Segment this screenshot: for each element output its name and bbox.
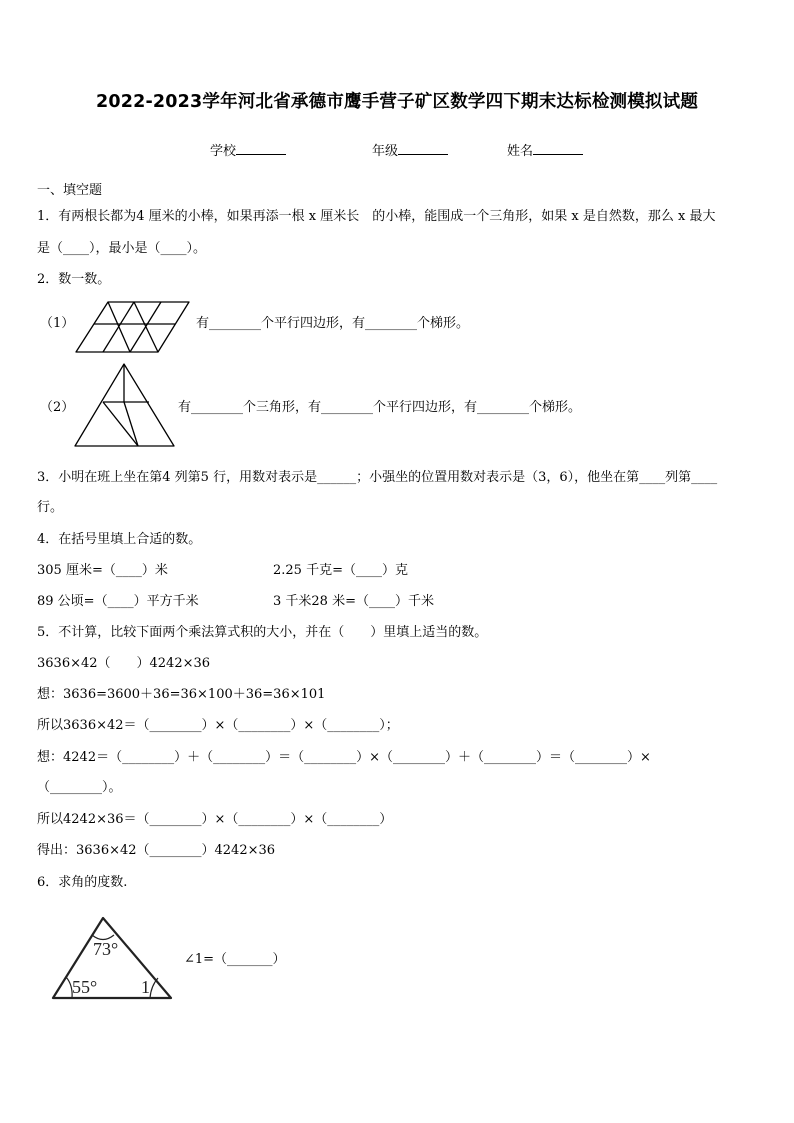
- question-3-line-2: 行。: [37, 500, 64, 515]
- school-label: 学校: [210, 144, 237, 159]
- question-2-part-1-text: 有________个平行四边形，有________个梯形。: [196, 316, 470, 331]
- question-5-line-3: 所以3636×42＝（________）×（________）×（________）；: [37, 718, 399, 733]
- question-4-item-a: 305 厘米=（____）米: [37, 563, 168, 578]
- question-1-line-1: 1．有两根长都为4 厘米的小棒，如果再添一根 x 厘米长 的小棒，能围成一个三角形，如果 x 是自然数，那么 x 最大: [37, 209, 716, 224]
- question-5-line-2: 想：3636=3600＋36=36×100＋36=36×101: [37, 687, 326, 702]
- angle-right-label: 1: [141, 977, 150, 997]
- angle-left-label: 55°: [72, 977, 98, 997]
- name-label: 姓名: [507, 144, 534, 159]
- question-4-item-c: 89 公顷=（____）平方千米: [37, 594, 199, 609]
- question-5-line-5: （________）。: [37, 780, 122, 795]
- question-2-stem: 2．数一数。: [37, 272, 111, 287]
- grade-label: 年级: [372, 144, 399, 159]
- question-6-stem: 6．求角的度数.: [37, 875, 128, 890]
- angle-top-label: 73°: [93, 939, 119, 959]
- question-5-stem: 5．不计算，比较下面两个乘法算式积的大小，并在（ ）里填上适当的数。: [37, 625, 488, 640]
- question-4-stem: 4．在括号里填上合适的数。: [37, 532, 202, 547]
- question-4-item-d: 3 千米28 米=（____）千米: [273, 594, 434, 609]
- question-1-line-2: 是（____），最小是（____）。: [37, 241, 207, 256]
- page-title: 2022-2023学年河北省承德市鹰手营子矿区数学四下期末达标检测模拟试题: [95, 92, 699, 112]
- question-5-line-4: 想：4242＝（________）＋（________）＝（________）×（________）＋（________）＝（________）×: [37, 750, 651, 765]
- question-2-part-2-label: （2）: [40, 400, 75, 415]
- question-5-line-7: 得出：3636×42（________）4242×36: [37, 843, 276, 858]
- section-heading: 一、填空题: [37, 183, 103, 198]
- question-5-line-1: 3636×42（ ）4242×36: [37, 656, 211, 671]
- question-2-part-2-text: 有________个三角形，有________个平行四边形，有________个梯形。: [178, 400, 582, 415]
- question-4-item-b: 2.25 千克=（____）克: [273, 563, 408, 578]
- question-6-answer: ∠1=（_______）: [184, 952, 286, 967]
- question-5-line-6: 所以4242×36＝（________）×（________）×（________）: [37, 812, 393, 827]
- question-3-line-1: 3．小明在班上坐在第4 列第5 行，用数对表示是______；小强坐的位置用数对表示是（3，6），他坐在第____列第____: [37, 470, 718, 485]
- question-2-part-1-label: （1）: [40, 316, 75, 331]
